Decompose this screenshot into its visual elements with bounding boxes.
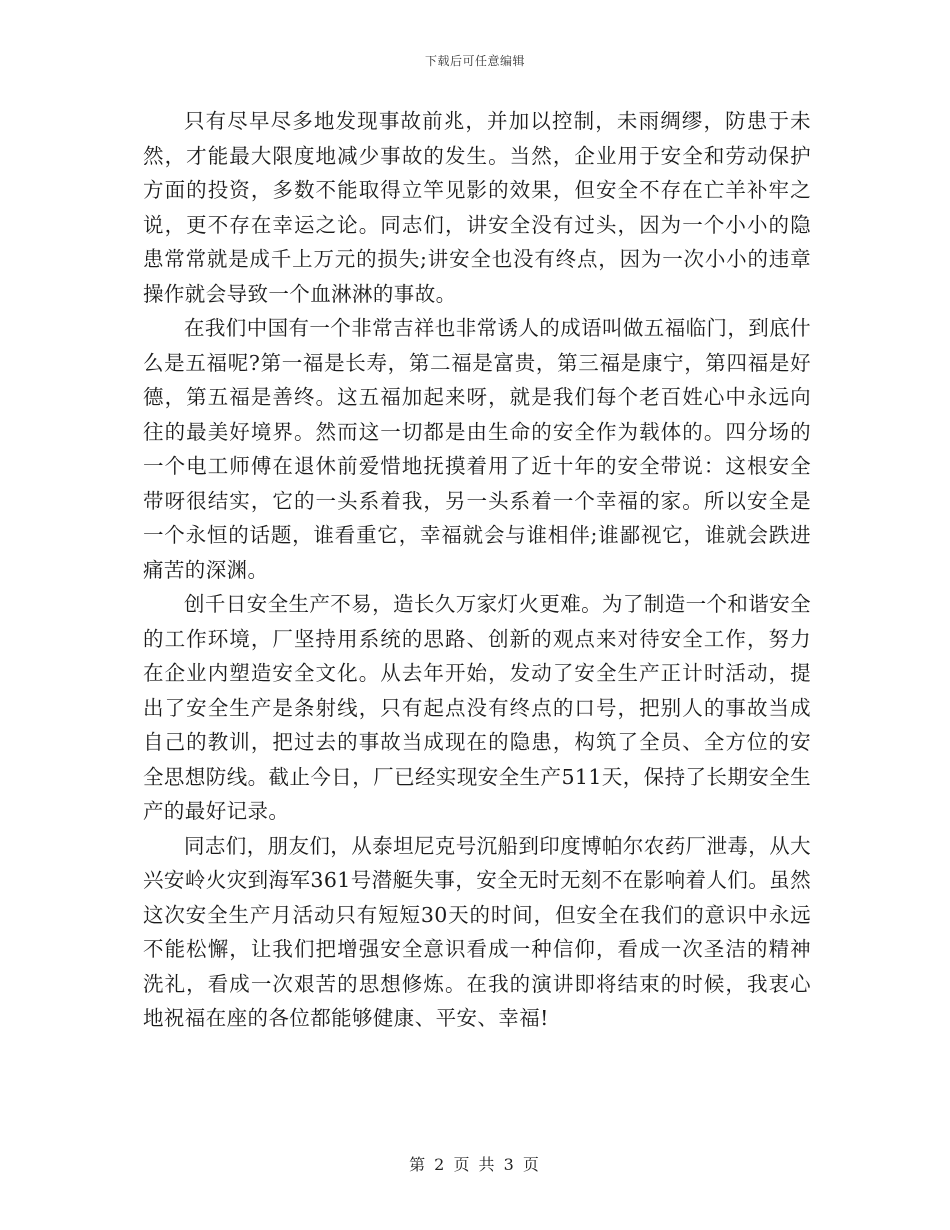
paragraph-3: 创千日安全生产不易，造长久万家灯火更难。为了制造一个和谐安全的工作环境，厂坚持用系统的思路、创新的观点来对待安全工作，努力在企业内塑造安全文化。从去年开始，发动了安全生产正计时活动，提出了安全生产是条射线，只有起点没有终点的口号，把别人的事故当成自己的教训，把过去的事故当成现在的隐患，构筑了全员、全方位的安全思想防线。截止今日，厂已经实现安全生产511天，保持了长期安全生产的最好记录。: [143, 592, 811, 823]
paragraph-2: 在我们中国有一个非常吉祥也非常诱人的成语叫做五福临门，到底什么是五福呢?第一福是长寿，第二福是富贵，第三福是康宁，第四福是好德，第五福是善终。这五福加起来呀，就是我们每个老百姓心中永远向往的最美好境界。然而这一切都是由生命的安全作为载体的。四分场的一个电工师傅在退休前爱惜地抚摸着用了近十年的安全带说：这根安全带呀很结实，它的一头系着我，另一头系着一个幸福的家。所以安全是一个永恒的话题，谁看重它，幸福就会与谁相伴;谁鄙视它，谁就会跌进痛苦的深渊。: [143, 316, 811, 582]
page-header: 下载后可任意编辑: [424, 54, 525, 68]
paragraph-4: 同志们，朋友们，从泰坦尼克号沉船到印度博帕尔农药厂泄毒，从大兴安岭火灾到海军361号潜艇失事，安全无时无刻不在影响着人们。虽然这次安全生产月活动只有短短30天的时间，但安全在我们的意识中永远不能松懈，让我们把增强安全意识看成一种信仰，看成一次圣洁的精神洗礼，看成一次艰苦的思想修炼。在我的演讲即将结束的时候，我衷心地祝福在座的各位都能够健康、平安、幸福!: [143, 833, 811, 1030]
document-body: [143, 104, 811, 1036]
page-number: 第 2 页 共 3 页: [409, 1155, 541, 1174]
paragraph-1: 只有尽早尽多地发现事故前兆，并加以控制，未雨绸缪，防患于未然，才能最大限度地减少事故的发生。当然，企业用于安全和劳动保护方面的投资，多数不能取得立竿见影的效果，但安全不存在亡羊补牢之说，更不存在幸运之论。同志们，讲安全没有过头，因为一个小小的隐患常常就是成千上万元的损失;讲安全也没有终点，因为一次小小的违章操作就会导致一个血淋淋的事故。: [143, 109, 811, 306]
